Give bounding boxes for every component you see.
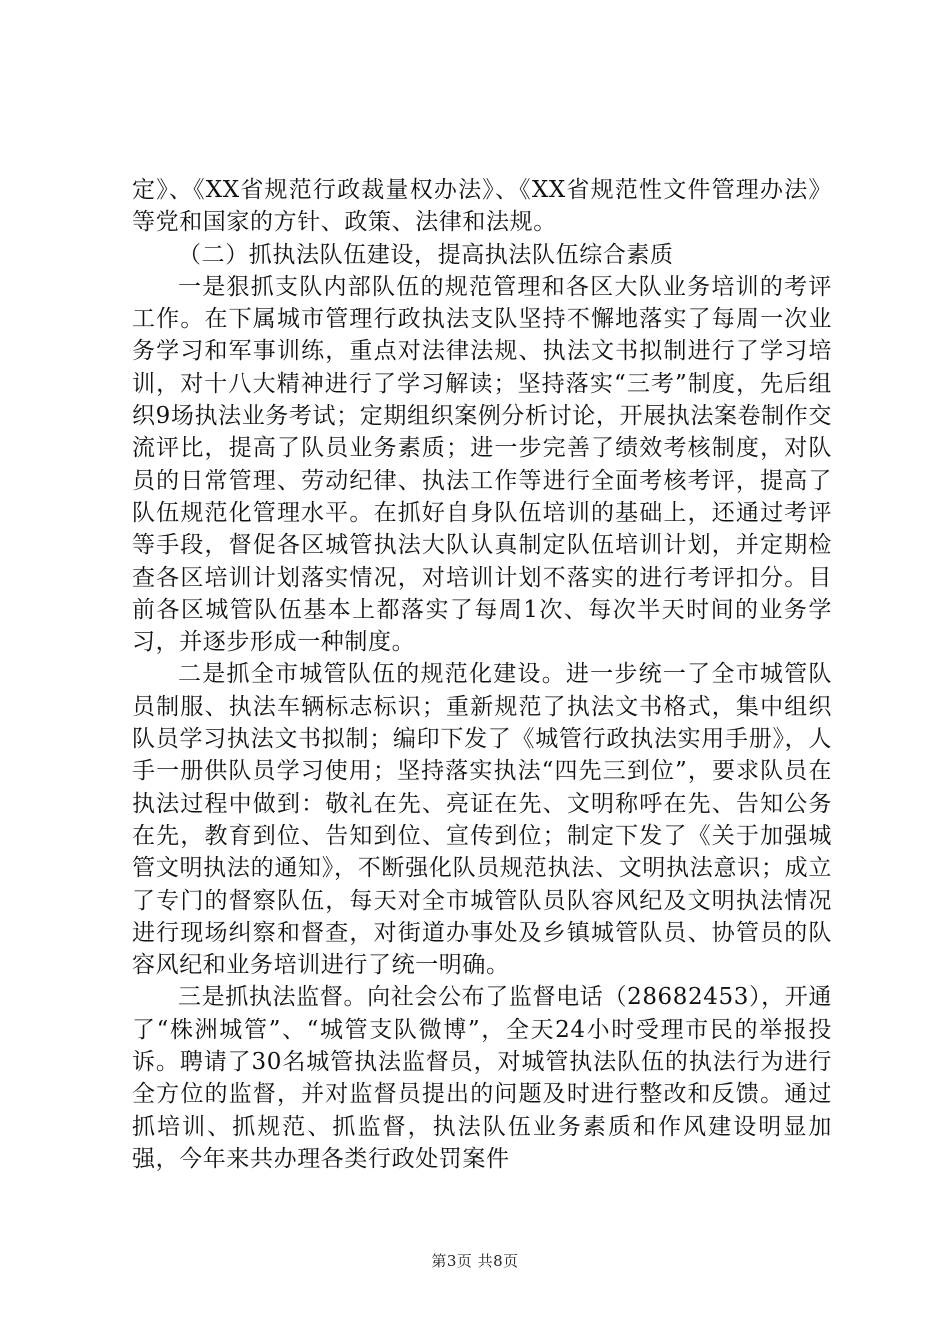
paragraph-continued-regulations: 定》、《XX省规范行政裁量权办法》、《XX省规范性文件管理办法》等党和国家的方针、政策、法律和法规。: [132, 177, 832, 236]
paragraph-standardization: 二是抓全市城管队伍的规范化建设。进一步统一了全市城管队员制服、执法车辆标志标识；重新规范了执法文书格式，集中组织队员学习执法文书拟制；编印下发了《城管行政执法实用手册》，人手一册供队员学习使用；坚持落实执法“四先三到位”，要求队员在执法过程中做到：敬礼在先、亮证在先、文明称呼在先、告知公务在先，教育到位、告知到位、宣传到位；制定下发了《关于加强城管文明执法的通知》，不断强化队员规范执法、文明执法意识；成立了专门的督察队伍，每天对全市城管队员队容风纪及文明执法情况进行现场纠察和督查，对街道办事处及乡镇城管队员、协管员的队容风纪和业务培训进行了统一明确。: [132, 661, 832, 979]
paragraph-internal-management: 一是狠抓支队内部队伍的规范管理和各区大队业务培训的考评工作。在下属城市管理行政执法支队坚持不懈地落实了每周一次业务学习和军事训练，重点对法律法规、执法文书拟制进行了学习培训，对十八大精神进行了学习解读；坚持落实“三考”制度，先后组织9场执法业务考试；定期组织案例分析讨论，开展执法案卷制作交流评比，提高了队员业务素质；进一步完善了绩效考核制度，对队员的日常管理、劳动纪律、执法工作等进行全面考核考评，提高了队伍规范化管理水平。在抓好自身队伍培训的基础上，还通过考评等手段，督促各区城管执法大队认真制定队伍培训计划，并定期检查各区培训计划落实情况，对培训计划不落实的进行考评扣分。目前各区城管队伍基本上都落实了每周1次、每次半天时间的业务学习，并逐步形成一种制度。: [132, 273, 832, 656]
page-number-footer: 第3页 共8页: [431, 1252, 519, 1270]
document-body: [132, 174, 832, 1175]
paragraph-supervision: 三是抓执法监督。向社会公布了监督电话（28682453），开通了“株洲城管”、“城管支队微博”，全天24小时受理市民的举报投诉。聘请了30名城管执法监督员，对城管执法队伍的执法行为进行全方位的监督，并对监督员提出的问题及时进行整改和反馈。通过抓培训、抓规范、抓监督，执法队伍业务素质和作风建设明显加强，今年来共办理各类行政处罚案件: [132, 984, 832, 1172]
section-heading-team-building: （二）抓执法队伍建设，提高执法队伍综合素质: [178, 241, 674, 268]
